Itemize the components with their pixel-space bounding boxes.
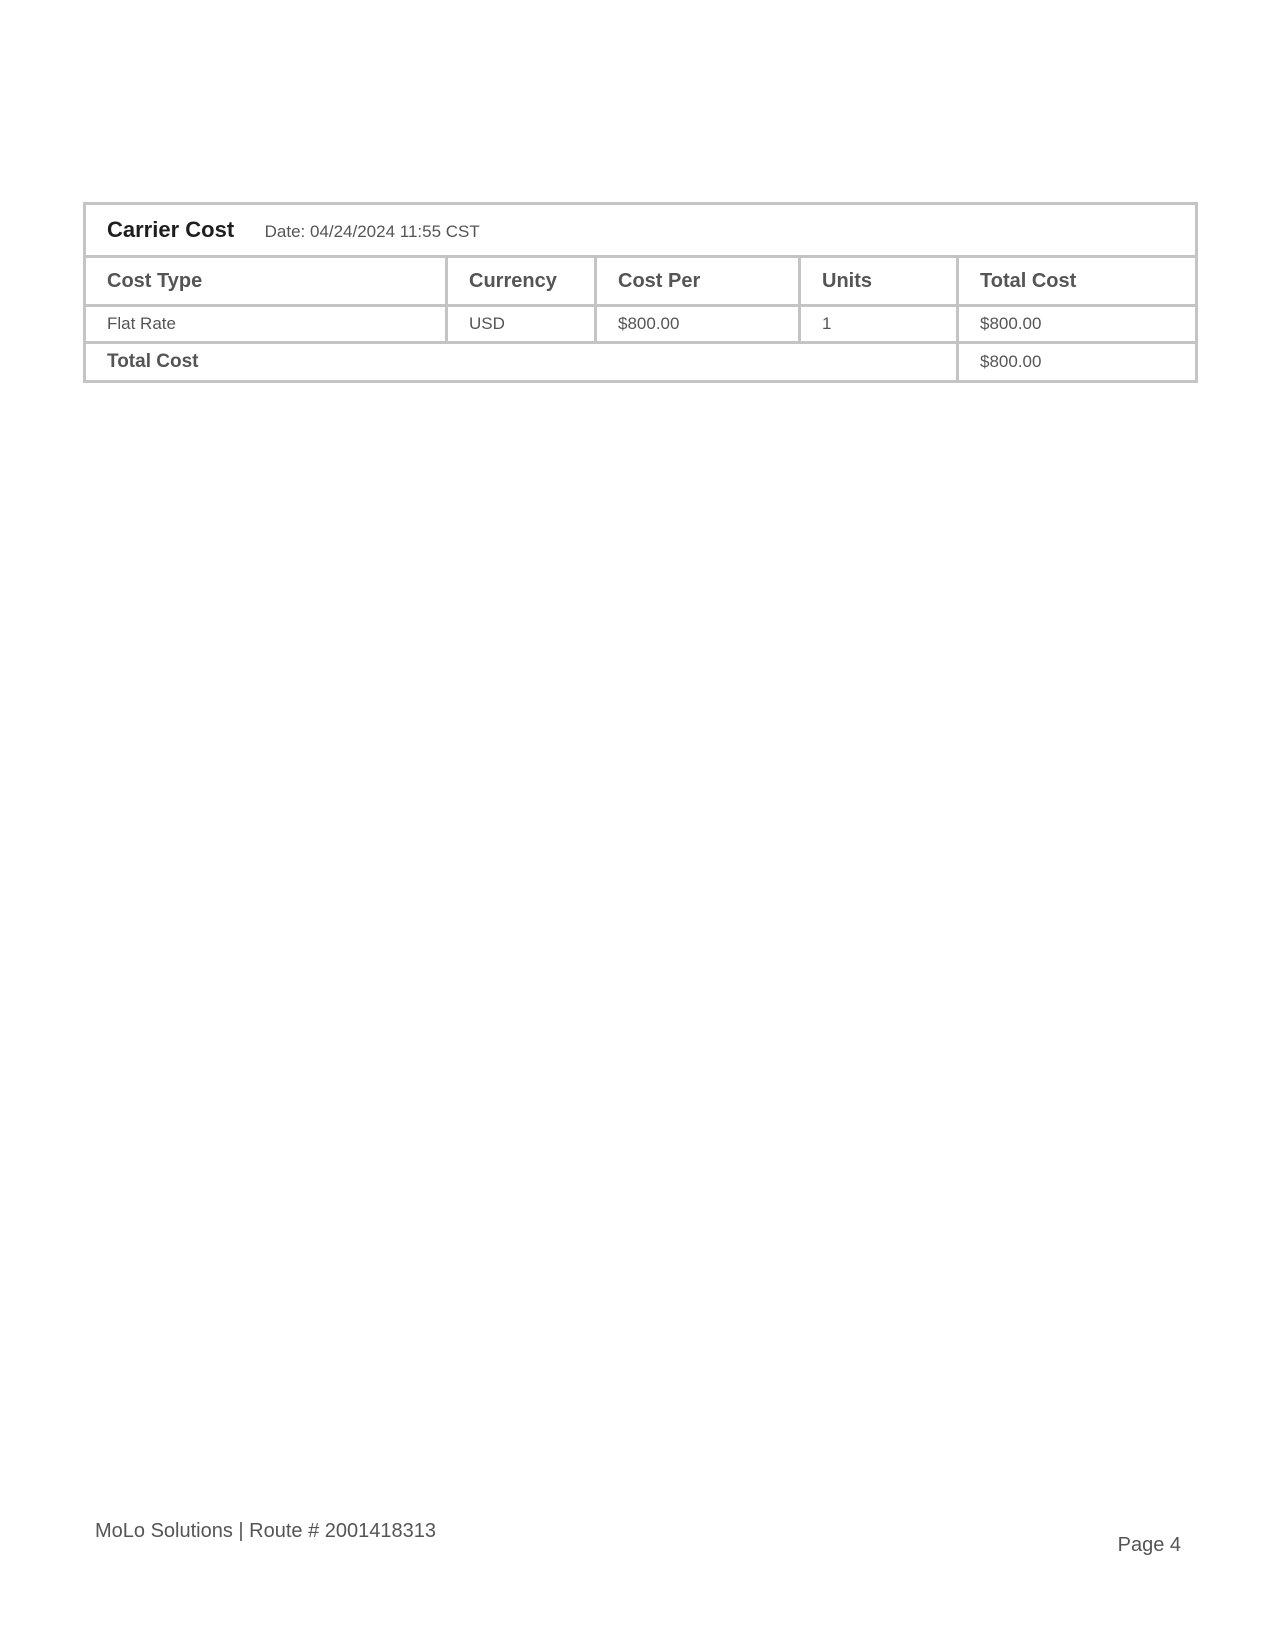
table-row [85,306,1197,343]
cell-cost-type: Flat Rate [85,306,447,343]
footer-company-route: MoLo Solutions | Route # 2001418313 [95,1520,437,1542]
date-label: Date: 04/24/2024 11:55 CST [264,222,480,241]
column-header-total-cost: Total Cost [958,257,1197,306]
header-row [85,257,1197,306]
cell-total-cost: $800.00 [958,306,1197,343]
section-title: Carrier Cost [107,217,235,242]
column-header-units: Units [800,257,958,306]
cell-units: 1 [800,306,958,343]
carrier-cost-table [83,202,1198,383]
footer-page-number: Page 4 [1117,1534,1181,1556]
column-header-cost-per: Cost Per [596,257,800,306]
title-row [85,204,1197,257]
total-row [85,343,1197,382]
title-cell [85,204,1197,257]
column-header-cost-type: Cost Type [85,257,447,306]
total-value: $800.00 [958,343,1197,382]
total-label: Total Cost [85,343,958,382]
column-header-currency: Currency [447,257,596,306]
cell-currency: USD [447,306,596,343]
cell-cost-per: $800.00 [596,306,800,343]
